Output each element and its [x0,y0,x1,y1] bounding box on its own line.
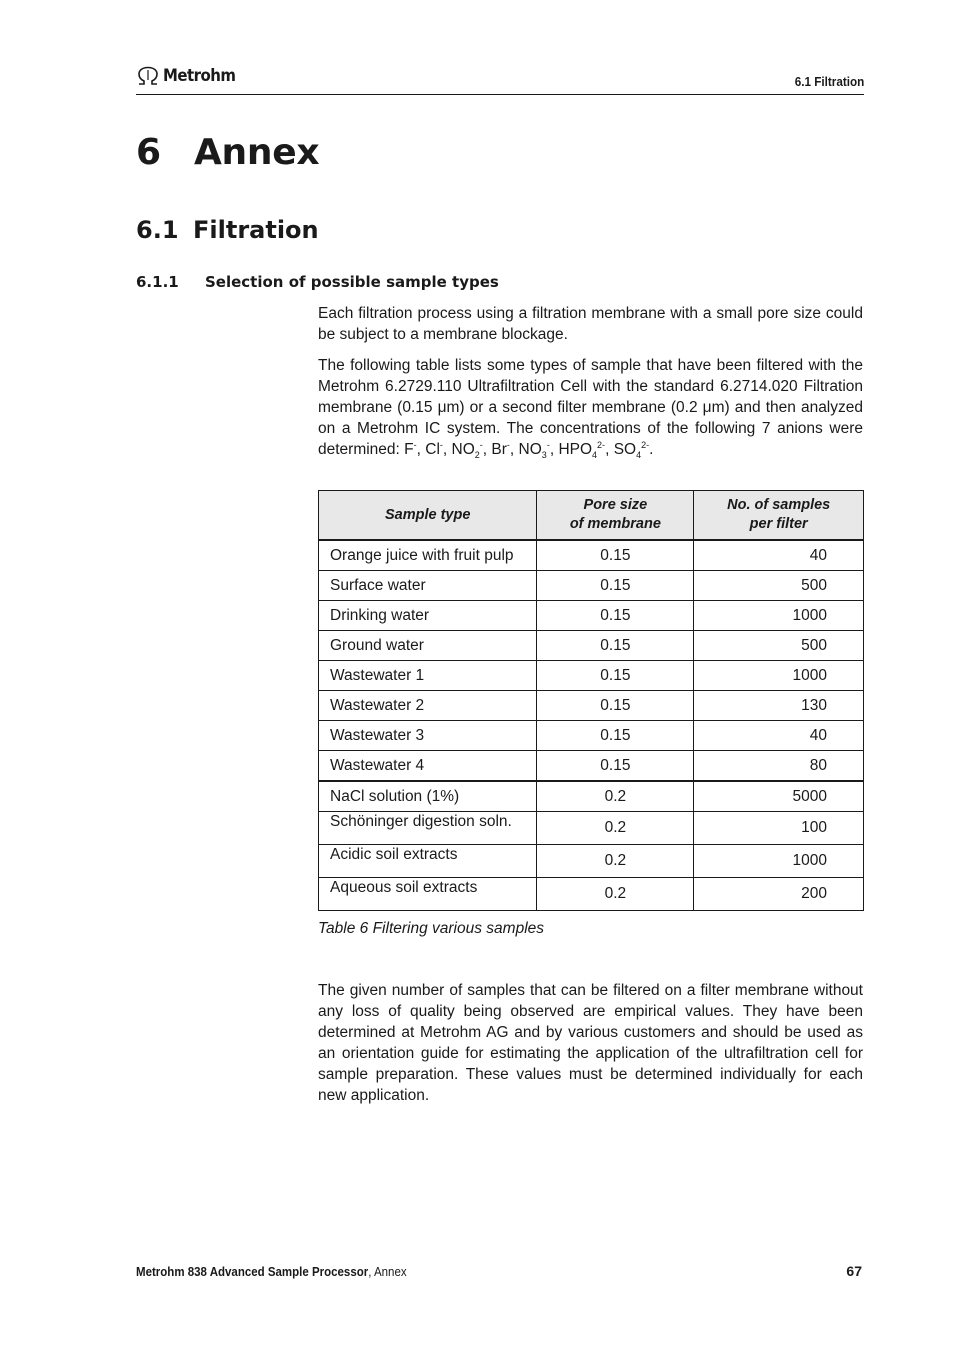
table-row: NaCl solution (1%) 0.2 5000 [319,781,864,812]
subsection-heading [136,273,499,291]
subsection-title: Selection of possible sample types [205,273,499,291]
table-row: Ground water 0.15 500 [319,631,864,661]
table-header-row [319,491,864,541]
section-number: 6.1 [136,216,179,244]
table-row: Acidic soil extracts 0.2 1000 [319,845,864,878]
brand-name: Metrohm [163,66,236,86]
header-samples-per-filter: No. of samples per filter [694,491,864,541]
table-row: Drinking water 0.15 1000 [319,601,864,631]
intro-paragraph-2: The following table lists some types of sample that have been filtered with the Metrohm 6.2729.110 Ultrafiltration Cell with the standard 6.2714.020 Filtration membrane (0.15 μm) or a second filter membrane (0.2 μm) and then analyzed on a Metrohm IC system. The concentrations of the following 7 anions were determined: F-, Cl-, $NO_2^-$, Br-, $NO_3^-$, $HPO_4^{2-}$, $SO_4^{2-}$. [318,357,863,461]
chapter-title: Annex [194,132,320,173]
section-heading [136,216,319,244]
page-header [136,66,864,95]
table-row: Wastewater 2 0.15 130 [319,691,864,721]
header-section-title: 6.1 Filtration [794,74,864,89]
table-row: Wastewater 1 0.15 1000 [319,661,864,691]
chapter-heading [136,132,319,173]
header-sample-type: Sample type [319,491,537,541]
section-title: Filtration [193,216,319,244]
metrohm-logo [136,66,245,86]
table-row: Schöninger digestion soln. 0.2 100 [319,812,864,845]
chapter-number: 6 [136,132,161,173]
intro-paragraph-1: Each filtration process using a filtration membrane with a small pore size could be subject to a membrane blockage. [318,305,863,343]
subsection-number: 6.1.1 [136,273,179,291]
table-caption: Table 6 Filtering various samples [318,920,545,937]
table-row: Surface water 0.15 500 [319,571,864,601]
filtration-samples-table [318,490,864,911]
closing-paragraph: The given number of samples that can be filtered on a filter membrane without any loss of quality being observed are empirical values. They have been determined at Metrohm AG and by various customers and should be used as an orientation guide for estimating the application of the ultrafiltration cell for sample preparation. These values must be determined individually for each new application. [318,982,863,1104]
table-row: Wastewater 3 0.15 40 [319,721,864,751]
page-footer-title: Metrohm 838 Advanced Sample Processor, Annex [136,1265,407,1279]
omega-icon [136,66,160,86]
header-pore-size: Pore size of membrane [537,491,694,541]
page-number: 67 [846,1263,862,1279]
table-row: Wastewater 4 0.15 80 [319,751,864,782]
table-row: Aqueous soil extracts 0.2 200 [319,878,864,911]
table-row: Orange juice with fruit pulp 0.15 40 [319,540,864,571]
